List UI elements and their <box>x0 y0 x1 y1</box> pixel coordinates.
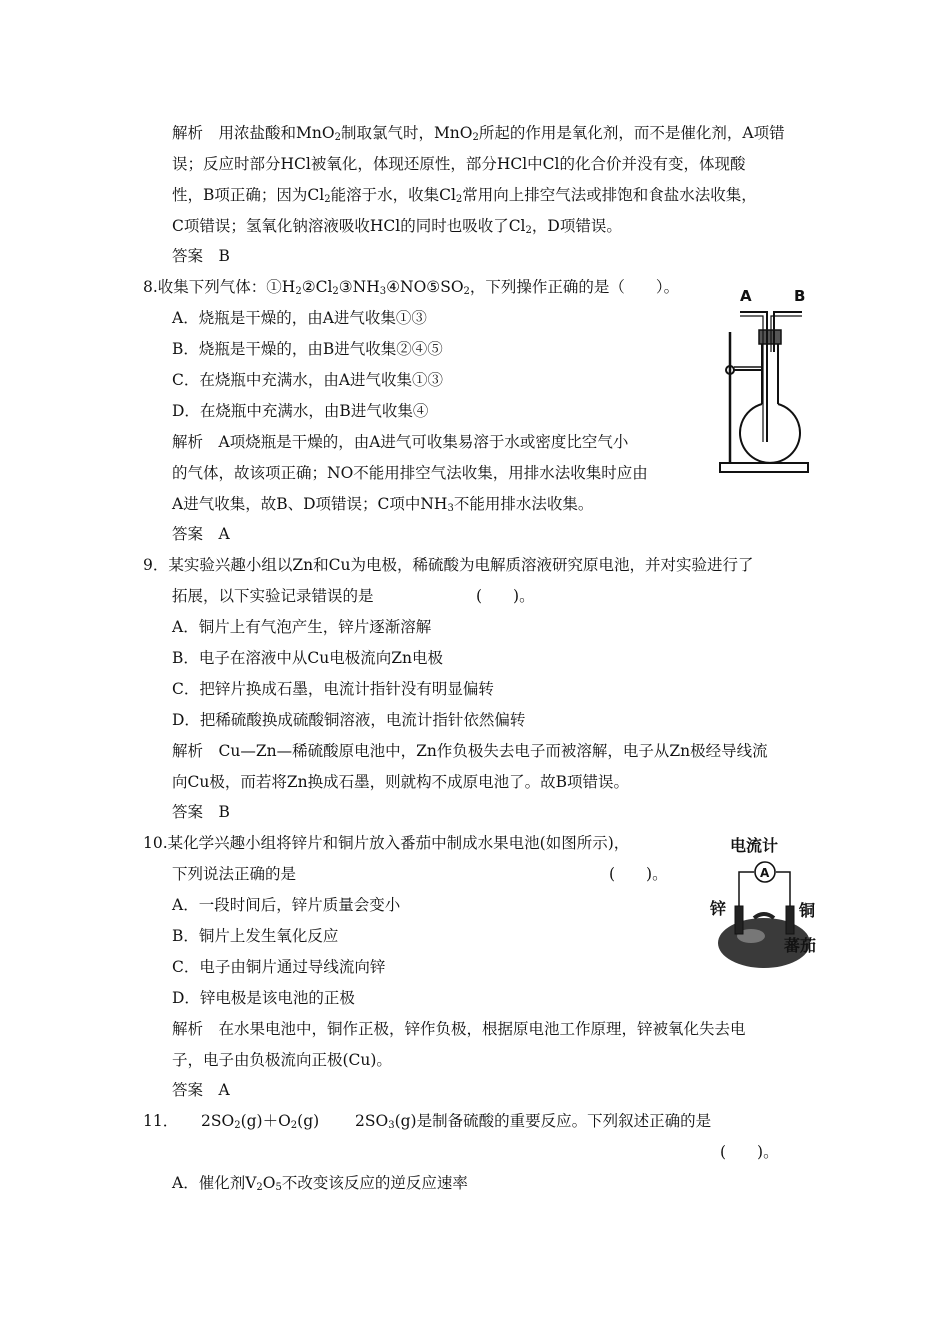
subscript: 2 <box>234 1120 241 1131</box>
q9-stem-line-2: 拓展，以下实验记录错误的是 <box>172 587 374 605</box>
q9-option-a: A．铜片上有气泡产生，锌片逐渐溶解 <box>172 618 432 636</box>
figure-label-a: A <box>740 287 752 305</box>
q9-explain-line-1: 解析 Cu—Zn—稀硫酸原电池中，Zn作负极失去电子而被溶解，电子从Zn极经导线流 <box>172 742 768 760</box>
subscript: 2 <box>525 225 532 236</box>
q8-option-a: A．烧瓶是干燥的，由A进气收集①③ <box>172 309 427 327</box>
subscript: 2 <box>334 132 341 143</box>
q10-answer: 答案 A <box>172 1081 230 1099</box>
q10-option-d: D．锌电极是该电池的正极 <box>172 989 355 1007</box>
subscript: 2 <box>472 132 479 143</box>
q7-answer: 答案 B <box>172 247 230 265</box>
subscript: 3 <box>379 286 387 297</box>
subscript: 3 <box>388 1120 395 1131</box>
q10-option-b: B．铜片上发生氧化反应 <box>172 927 339 945</box>
galvanometer-label: 电流计 <box>730 836 779 855</box>
q7-explain-line-3: 性，B项正确；因为$Cl_2$能溶于水，收集$Cl_2$常用向上排空气法或排饱和食盐水法收集， <box>172 186 757 205</box>
q8-explain-line-3: A进气收集，故B、D项错误；C项中$NH_3$不能用排水法收集。 <box>172 495 594 514</box>
subscript: 2 <box>256 1182 263 1193</box>
subscript: 2 <box>324 194 331 205</box>
subscript: 5 <box>275 1182 282 1193</box>
q10-option-c: C．电子由铜片通过导线流向锌 <box>172 958 386 976</box>
q9-explain-line-2: 向Cu极，而若将Zn换成石墨，则就构不成原电池了。故B项错误。 <box>172 773 629 791</box>
q10-stem-line-2: 下列说法正确的是 <box>172 865 297 883</box>
q8-option-b: B．烧瓶是干燥的，由B进气收集②④⑤ <box>172 340 443 358</box>
subscript: 2 <box>290 1120 298 1131</box>
svg-text:A: A <box>760 866 770 880</box>
tomato-label: 蕃茄 <box>784 936 817 955</box>
q9-stem-line-1: 9．某实验兴趣小组以Zn和Cu为电极，稀硫酸为电解质溶液研究原电池，并对实验进行了 <box>143 556 754 574</box>
gas-collection-flask-figure <box>712 282 824 482</box>
zinc-label: 锌 <box>710 899 727 918</box>
q11-number: 11． <box>143 1112 179 1130</box>
q10-stem-line-1: 10.某化学兴趣小组将锌片和铜片放入番茄中制成水果电池(如图所示)， <box>143 834 630 852</box>
subscript: 2 <box>332 286 339 297</box>
q10-answer-blank: ( )。 <box>609 865 668 883</box>
q8-explain-line-1: 解析 A项烧瓶是干燥的，由A进气可收集易溶于水或密度比空气小 <box>172 433 629 451</box>
q9-answer: 答案 B <box>172 803 230 821</box>
q8-answer: 答案 A <box>172 525 230 543</box>
subscript: 3 <box>447 503 454 514</box>
subscript: 2 <box>295 286 302 297</box>
subscript: 2 <box>455 194 463 205</box>
q9-option-c: C．把锌片换成石墨，电流计指针没有明显偏转 <box>172 680 494 698</box>
q7-explain-line-2: 误；反应时部分HCl被氧化，体现还原性，部分HCl中Cl的化合价并没有变，体现酸 <box>172 155 746 173</box>
zinc-electrode <box>735 906 743 934</box>
q10-option-a: A．一段时间后，锌片质量会变小 <box>172 896 401 914</box>
subscript: 2 <box>463 286 470 297</box>
q8-stem: 8.收集下列气体：$①H_2②Cl_2③NH_3④NO⑤SO_2$，下列操作正确的是（ ）。 <box>143 278 680 297</box>
q11-equation-left: $2SO_2(g)+O_2(g)$ <box>201 1112 320 1131</box>
q9-option-d: D．把稀硫酸换成硫酸铜溶液，电流计指针依然偏转 <box>172 711 526 729</box>
q10-explain-line-1: 解析 在水果电池中，铜作正极，锌作负极，根据原电池工作原理，锌被氧化失去电 <box>172 1020 746 1038</box>
q11-equation-right: $2SO_3(g)$是制备硫酸的重要反应。下列叙述正确的是 <box>355 1112 712 1131</box>
q11-option-a: A．催化剂$V_2O_5$不改变该反应的逆反应速率 <box>172 1174 468 1193</box>
copper-electrode <box>786 906 794 934</box>
q8-explain-line-2: 的气体，故该项正确；NO不能用排空气法收集，用排水法收集时应由 <box>172 464 648 482</box>
copper-label: 铜 <box>799 901 816 920</box>
q9-option-b: B．电子在溶液中从Cu电极流向Zn电极 <box>172 649 443 667</box>
q9-answer-blank: ( )。 <box>476 587 535 605</box>
q7-explain-line-4: C项错误；氢氧化钠溶液吸收HCl的同时也吸收了$Cl_2$，D项错误。 <box>172 217 622 236</box>
fruit-battery-figure <box>706 830 826 972</box>
q8-option-c: C．在烧瓶中充满水，由A进气收集①③ <box>172 371 444 389</box>
q8-option-d: D．在烧瓶中充满水，由B进气收集④ <box>172 402 429 420</box>
figure-label-b: B <box>794 287 806 305</box>
q10-explain-line-2: 子，电子由负极流向正极(Cu)。 <box>172 1051 392 1069</box>
q11-answer-blank: ( )。 <box>720 1143 779 1161</box>
q7-explain-line-1: 解析 用浓盐酸和MnO$_2$制取氯气时，MnO$_2$所起的作用是氧化剂，而不是催化剂，A项错 <box>172 124 785 143</box>
